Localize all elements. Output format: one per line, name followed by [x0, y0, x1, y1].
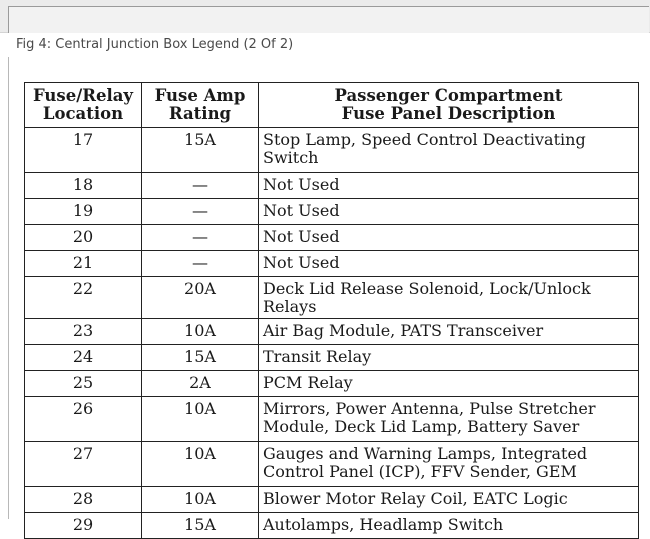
header-location-line1: Fuse/Relay: [33, 86, 133, 105]
header-description: [259, 83, 639, 128]
cell-location: 28: [25, 487, 142, 513]
cell-description: [259, 397, 639, 442]
cell-amp: —: [142, 173, 259, 199]
header-location: [25, 83, 142, 128]
table-row: [25, 173, 639, 199]
cell-amp: 10A: [142, 487, 259, 513]
cell-amp: 20A: [142, 277, 259, 319]
cell-location: 26: [25, 397, 142, 442]
header-amp-line1: Fuse Amp: [154, 86, 246, 105]
cell-location: 22: [25, 277, 142, 319]
cell-amp: 10A: [142, 442, 259, 487]
table-row: [25, 251, 639, 277]
table-row: [25, 371, 639, 397]
desc-line1: Gauges and Warning Lamps, Integrated: [263, 444, 588, 463]
fuse-legend-table: [24, 82, 639, 539]
cell-description: Not Used: [259, 251, 639, 277]
table-row: [25, 277, 639, 319]
cell-amp: 2A: [142, 371, 259, 397]
cell-amp: —: [142, 225, 259, 251]
header-desc-line1: Passenger Compartment: [334, 86, 563, 105]
cell-location: 27: [25, 442, 142, 487]
cell-description: Not Used: [259, 173, 639, 199]
cell-description: Air Bag Module, PATS Transceiver: [259, 319, 639, 345]
cell-description: Not Used: [259, 225, 639, 251]
header-amp-line2: Rating: [168, 104, 232, 123]
table-row: [25, 513, 639, 539]
table-row: [25, 442, 639, 487]
cell-amp: 15A: [142, 128, 259, 173]
table-row: [25, 397, 639, 442]
cell-location: 24: [25, 345, 142, 371]
table-row: [25, 128, 639, 173]
table-row: [25, 319, 639, 345]
cell-amp: —: [142, 251, 259, 277]
header-desc-line2: Fuse Panel Description: [341, 104, 556, 123]
cell-description: Deck Lid Release Solenoid, Lock/Unlock Relays: [259, 277, 639, 319]
cell-description: Not Used: [259, 199, 639, 225]
table-row: [25, 487, 639, 513]
header-amp-rating: [142, 83, 259, 128]
viewer-top-strip: [0, 0, 650, 33]
cell-description: [259, 442, 639, 487]
cell-amp: 15A: [142, 345, 259, 371]
cell-location: 29: [25, 513, 142, 539]
cell-description: Transit Relay: [259, 345, 639, 371]
table-row: [25, 345, 639, 371]
cell-location: 18: [25, 173, 142, 199]
viewer-inner-edge: [8, 6, 649, 33]
cell-location: 21: [25, 251, 142, 277]
cell-location: 17: [25, 128, 142, 173]
cell-description: [259, 128, 639, 173]
cell-description: Autolamps, Headlamp Switch: [259, 513, 639, 539]
table-row: [25, 225, 639, 251]
header-location-line2: Location: [42, 104, 124, 123]
cell-amp: 10A: [142, 397, 259, 442]
desc-line1: Mirrors, Power Antenna, Pulse Stretcher: [263, 399, 596, 418]
cell-description: PCM Relay: [259, 371, 639, 397]
table-header-row: [25, 83, 639, 128]
desc-line2: Module, Deck Lid Lamp, Battery Saver: [263, 417, 580, 436]
cell-location: 25: [25, 371, 142, 397]
cell-location: 19: [25, 199, 142, 225]
cell-amp: 15A: [142, 513, 259, 539]
cell-amp: 10A: [142, 319, 259, 345]
figure-caption: Fig 4: Central Junction Box Legend (2 Of 2): [16, 37, 294, 52]
table-row: [25, 199, 639, 225]
cell-description: Blower Motor Relay Coil, EATC Logic: [259, 487, 639, 513]
cell-location: 23: [25, 319, 142, 345]
desc-line2: Control Panel (ICP), FFV Sender, GEM: [263, 462, 577, 481]
desc-line1: Stop Lamp, Speed Control Deactivating: [263, 130, 586, 149]
desc-line2: Switch: [263, 148, 319, 167]
cell-location: 20: [25, 225, 142, 251]
cell-amp: —: [142, 199, 259, 225]
